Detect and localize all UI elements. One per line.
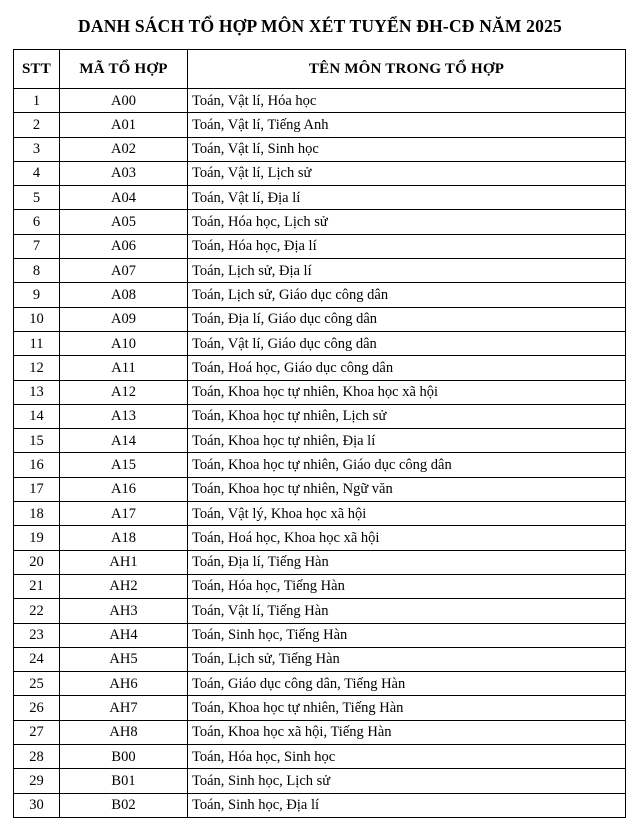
table-row [14, 89, 626, 113]
cell-subjects: Toán, Hoá học, Khoa học xã hội [188, 526, 626, 550]
cell-subjects: Toán, Vật lí, Giáo dục công dân [188, 331, 626, 355]
cell-combination-code: A13 [60, 404, 188, 428]
table-row [14, 404, 626, 428]
cell-subjects: Toán, Khoa học xã hội, Tiếng Hàn [188, 720, 626, 744]
cell-stt: 7 [14, 234, 60, 258]
cell-stt: 29 [14, 769, 60, 793]
cell-subjects: Toán, Khoa học tự nhiên, Ngữ văn [188, 477, 626, 501]
table-row [14, 623, 626, 647]
cell-stt: 21 [14, 574, 60, 598]
cell-subjects: Toán, Vật lý, Khoa học xã hội [188, 502, 626, 526]
column-header-code: MÃ TỔ HỢP [60, 50, 188, 89]
cell-combination-code: B02 [60, 793, 188, 817]
cell-stt: 10 [14, 307, 60, 331]
cell-subjects: Toán, Khoa học tự nhiên, Lịch sử [188, 404, 626, 428]
cell-combination-code: A01 [60, 113, 188, 137]
cell-subjects: Toán, Địa lí, Giáo dục công dân [188, 307, 626, 331]
table-row [14, 380, 626, 404]
cell-combination-code: A08 [60, 283, 188, 307]
cell-stt: 28 [14, 745, 60, 769]
table-body [14, 89, 626, 818]
cell-stt: 16 [14, 453, 60, 477]
cell-stt: 17 [14, 477, 60, 501]
cell-subjects: Toán, Vật lí, Tiếng Hàn [188, 599, 626, 623]
cell-subjects: Toán, Lịch sử, Giáo dục công dân [188, 283, 626, 307]
table-row [14, 550, 626, 574]
cell-combination-code: A00 [60, 89, 188, 113]
cell-stt: 22 [14, 599, 60, 623]
cell-combination-code: A10 [60, 331, 188, 355]
cell-combination-code: AH8 [60, 720, 188, 744]
cell-combination-code: A03 [60, 161, 188, 185]
cell-subjects: Toán, Lịch sử, Tiếng Hàn [188, 647, 626, 671]
table-row [14, 526, 626, 550]
cell-combination-code: A14 [60, 429, 188, 453]
cell-stt: 12 [14, 356, 60, 380]
cell-combination-code: AH7 [60, 696, 188, 720]
table-row [14, 356, 626, 380]
cell-stt: 6 [14, 210, 60, 234]
cell-subjects: Toán, Khoa học tự nhiên, Địa lí [188, 429, 626, 453]
cell-stt: 20 [14, 550, 60, 574]
cell-combination-code: A18 [60, 526, 188, 550]
cell-stt: 13 [14, 380, 60, 404]
cell-stt: 18 [14, 502, 60, 526]
cell-combination-code: B01 [60, 769, 188, 793]
table-row [14, 307, 626, 331]
table-row [14, 696, 626, 720]
table-row [14, 502, 626, 526]
cell-subjects: Toán, Khoa học tự nhiên, Khoa học xã hội [188, 380, 626, 404]
table-row [14, 137, 626, 161]
cell-subjects: Toán, Hoá học, Giáo dục công dân [188, 356, 626, 380]
cell-stt: 19 [14, 526, 60, 550]
table-row [14, 113, 626, 137]
table-row [14, 429, 626, 453]
cell-stt: 30 [14, 793, 60, 817]
table-row [14, 161, 626, 185]
cell-combination-code: A02 [60, 137, 188, 161]
cell-subjects: Toán, Sinh học, Địa lí [188, 793, 626, 817]
table-row [14, 672, 626, 696]
cell-stt: 4 [14, 161, 60, 185]
table-row [14, 331, 626, 355]
cell-stt: 5 [14, 186, 60, 210]
cell-stt: 24 [14, 647, 60, 671]
table-row [14, 283, 626, 307]
cell-subjects: Toán, Hóa học, Tiếng Hàn [188, 574, 626, 598]
cell-combination-code: A06 [60, 234, 188, 258]
cell-stt: 26 [14, 696, 60, 720]
table-row [14, 793, 626, 817]
cell-stt: 15 [14, 429, 60, 453]
table-row [14, 210, 626, 234]
cell-stt: 1 [14, 89, 60, 113]
cell-combination-code: A07 [60, 259, 188, 283]
cell-subjects: Toán, Lịch sử, Địa lí [188, 259, 626, 283]
cell-combination-code: AH5 [60, 647, 188, 671]
cell-combination-code: A09 [60, 307, 188, 331]
cell-stt: 27 [14, 720, 60, 744]
table-row [14, 599, 626, 623]
table-row [14, 720, 626, 744]
table-row [14, 186, 626, 210]
cell-subjects: Toán, Sinh học, Lịch sử [188, 769, 626, 793]
table-header [14, 50, 626, 89]
cell-subjects: Toán, Sinh học, Tiếng Hàn [188, 623, 626, 647]
table-row [14, 453, 626, 477]
cell-stt: 14 [14, 404, 60, 428]
table-header-row [14, 50, 626, 89]
table-row [14, 477, 626, 501]
page-title: DANH SÁCH TỔ HỢP MÔN XÉT TUYỂN ĐH-CĐ NĂM 2025 [78, 16, 562, 36]
cell-combination-code: A17 [60, 502, 188, 526]
cell-stt: 2 [14, 113, 60, 137]
cell-stt: 11 [14, 331, 60, 355]
table-row [14, 647, 626, 671]
cell-combination-code: AH4 [60, 623, 188, 647]
cell-subjects: Toán, Khoa học tự nhiên, Tiếng Hàn [188, 696, 626, 720]
cell-combination-code: A12 [60, 380, 188, 404]
cell-subjects: Toán, Hóa học, Lịch sử [188, 210, 626, 234]
cell-combination-code: A04 [60, 186, 188, 210]
column-header-stt: STT [14, 50, 60, 89]
cell-subjects: Toán, Vật lí, Tiếng Anh [188, 113, 626, 137]
cell-subjects: Toán, Vật lí, Địa lí [188, 186, 626, 210]
cell-subjects: Toán, Địa lí, Tiếng Hàn [188, 550, 626, 574]
table-row [14, 769, 626, 793]
cell-subjects: Toán, Hóa học, Sinh học [188, 745, 626, 769]
subject-combination-table [13, 49, 626, 818]
cell-stt: 25 [14, 672, 60, 696]
cell-stt: 3 [14, 137, 60, 161]
cell-combination-code: AH2 [60, 574, 188, 598]
cell-combination-code: B00 [60, 745, 188, 769]
cell-combination-code: A05 [60, 210, 188, 234]
table-row [14, 574, 626, 598]
cell-combination-code: AH6 [60, 672, 188, 696]
cell-combination-code: AH3 [60, 599, 188, 623]
cell-combination-code: AH1 [60, 550, 188, 574]
cell-subjects: Toán, Hóa học, Địa lí [188, 234, 626, 258]
cell-subjects: Toán, Vật lí, Hóa học [188, 89, 626, 113]
table-row [14, 745, 626, 769]
table-row [14, 234, 626, 258]
table-row [14, 259, 626, 283]
cell-subjects: Toán, Vật lí, Lịch sử [188, 161, 626, 185]
cell-subjects: Toán, Vật lí, Sinh học [188, 137, 626, 161]
cell-subjects: Toán, Khoa học tự nhiên, Giáo dục công dân [188, 453, 626, 477]
cell-combination-code: A11 [60, 356, 188, 380]
cell-combination-code: A16 [60, 477, 188, 501]
cell-combination-code: A15 [60, 453, 188, 477]
cell-subjects: Toán, Giáo dục công dân, Tiếng Hàn [188, 672, 626, 696]
cell-stt: 8 [14, 259, 60, 283]
cell-stt: 23 [14, 623, 60, 647]
cell-stt: 9 [14, 283, 60, 307]
column-header-subjects: TÊN MÔN TRONG TỔ HỢP [188, 50, 626, 89]
